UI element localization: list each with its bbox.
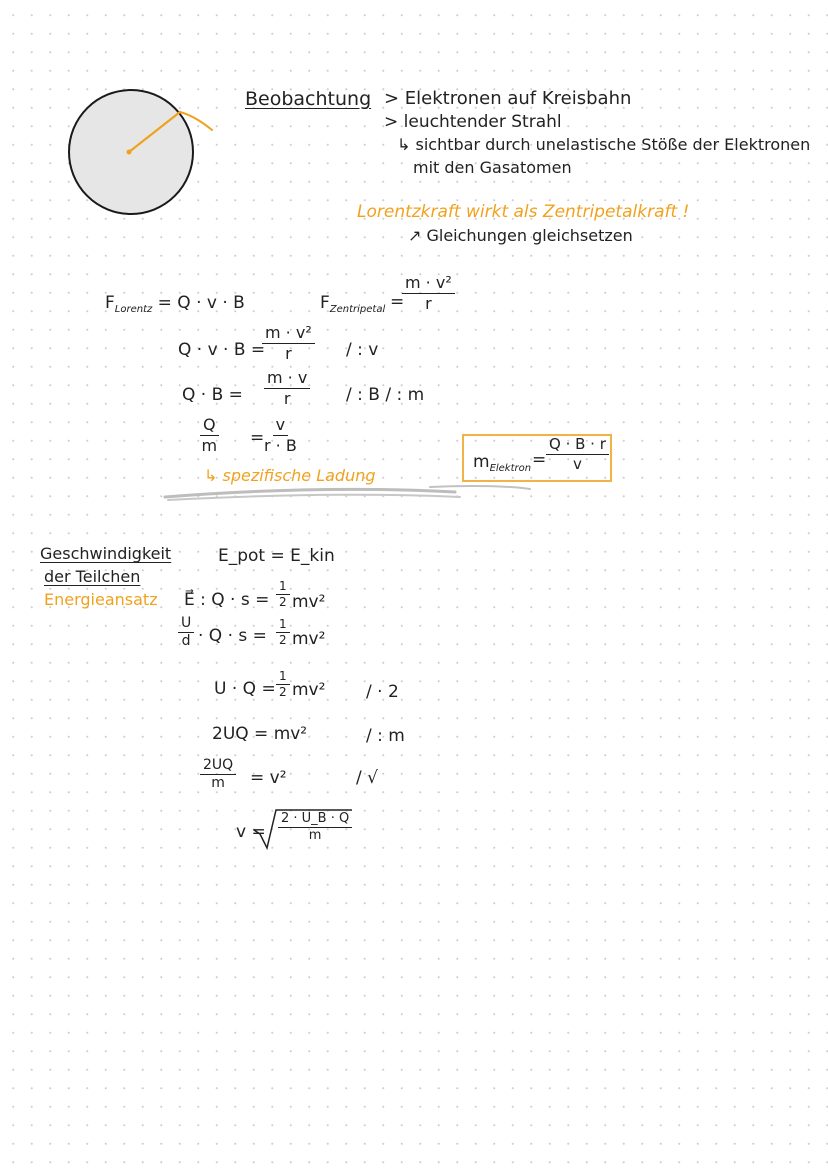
result-frac: $\frac{Q \cdot B \cdot r}{v}$ (546, 436, 609, 472)
v-step2-rhs: mv² (292, 592, 326, 612)
step3-rhs-frac: $\frac{v}{r \cdot B}$ (264, 415, 297, 455)
centripetal-force-lhs: $F_{Zentripetal}$ (320, 293, 386, 315)
v-step4-op: / · 2 (366, 682, 399, 702)
centripetal-force-eq-sign: = (390, 292, 405, 312)
v-step4-lhs: U · Q = (214, 679, 276, 699)
v-step3-half: $\frac{1}{2}$ (276, 618, 290, 647)
separator-strokes (165, 486, 530, 500)
v-step6-rhs: = v² (250, 768, 287, 788)
center-dot (127, 150, 132, 155)
velocity-label-2: der Teilchen (44, 567, 141, 586)
velocity-label-1: Geschwindigkeit (40, 544, 172, 563)
orbit-diagram (69, 90, 212, 214)
lorentz-force-eq: $F_{Lorentz} = Q \cdot v \cdot B$ (105, 293, 245, 315)
v-step6-frac: $\frac{2UQ}{m}$ (200, 758, 236, 792)
step1-op: / : v (346, 340, 379, 360)
energy-eq: E_pot = E_kin (218, 546, 335, 566)
v-step3-u-frac: $\frac{U}{d}$ (178, 616, 194, 650)
v-step5: 2UQ = mv² (212, 724, 308, 744)
step1-lhs: Q · v · B = (178, 340, 266, 360)
v-step2-half: $\frac{1}{2}$ (276, 580, 290, 609)
velocity-label-3: Energieansatz (44, 590, 158, 609)
result-lhs: $m_{Elektron}$ (473, 452, 532, 474)
observation-item-2: > leuchtender Strahl (384, 112, 562, 132)
step2-op: / : B / : m (346, 385, 425, 405)
step2-lhs: Q · B = (182, 385, 243, 405)
observation-item-4: mit den Gasatomen (413, 158, 572, 177)
observation-title: Beobachtung (245, 88, 372, 110)
conclusion-consequence: ↗ Gleichungen gleichsetzen (408, 226, 633, 245)
step1-frac: $\frac{\text{m · v²}}{r}$ (262, 324, 315, 362)
step2-frac: $\frac{m \cdot v}{r}$ (264, 369, 310, 407)
specific-charge-label: ↳ spezifische Ladung (204, 466, 376, 485)
v-step6-op: / √ (356, 768, 378, 788)
observation-item-3: ↳ sichtbar durch unelastische Stöße der Elektronen (397, 135, 811, 154)
step3-lhs-frac: $\frac{Q}{m}$ (201, 415, 218, 455)
v-step4-rhs: mv² (292, 680, 326, 700)
v-final-lhs: v = (236, 822, 266, 842)
v-step4-half: $\frac{1}{2}$ (276, 670, 290, 699)
step3-eq: = (250, 428, 265, 448)
v-step3-mid: · Q · s = (198, 626, 267, 646)
centripetal-force-frac: $\frac{\text{m · v²}}{r}$ (402, 274, 455, 312)
v-final-frac: $\frac{2 \cdot U\_B \cdot Q}{m}$ (278, 812, 352, 844)
conclusion-statement: Lorentzkraft wirkt als Zentripetalkraft ! (357, 202, 690, 222)
v-step5-op: / : m (366, 726, 405, 746)
result-eq: = (532, 450, 547, 470)
observation-item-1: > Elektronen auf Kreisbahn (384, 88, 632, 109)
v-step3-rhs: mv² (292, 629, 326, 649)
v-step2-lhs: E⃗ : Q · s = (184, 590, 270, 610)
